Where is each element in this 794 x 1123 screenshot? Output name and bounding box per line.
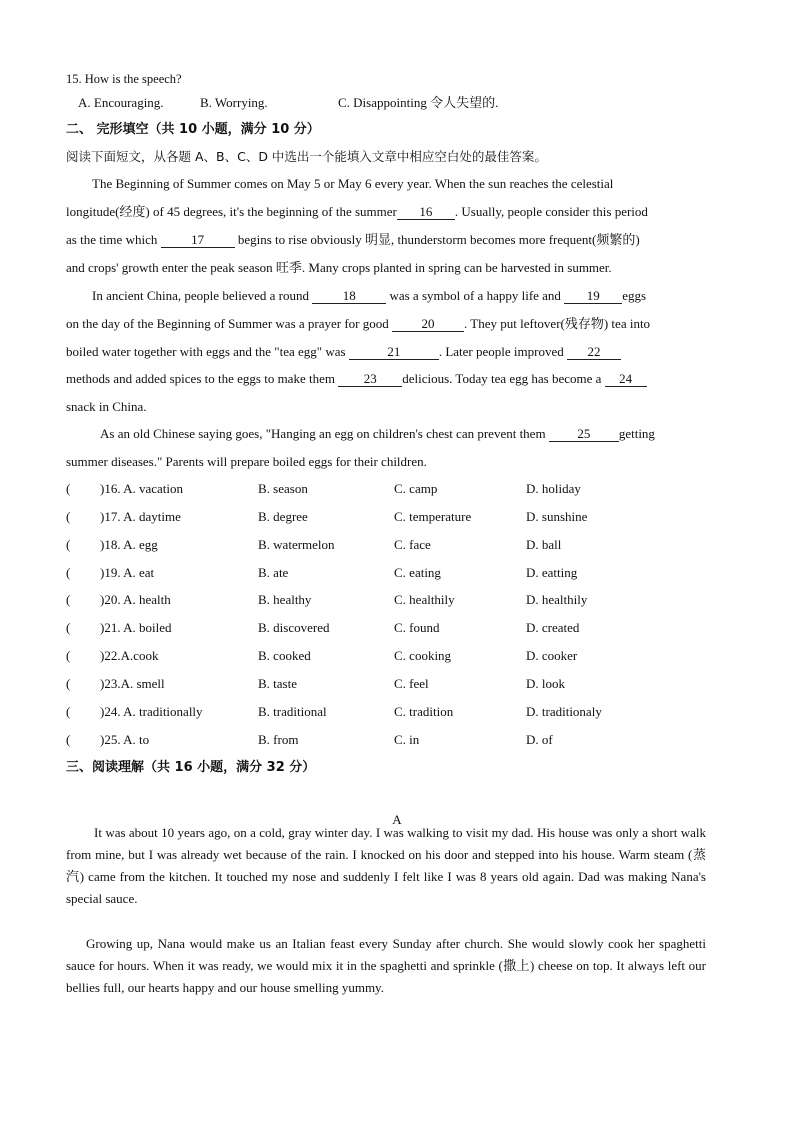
option-d: D. sunshine: [526, 509, 588, 524]
option-row-23: [66, 676, 706, 692]
option-row-18: [66, 537, 706, 553]
blank-20: 20: [392, 317, 464, 332]
option-row-24: [66, 704, 706, 720]
answer-paren[interactable]: (: [66, 648, 71, 663]
option-b: B. watermelon: [258, 537, 335, 552]
answer-paren[interactable]: (: [66, 732, 71, 747]
option-c: C. tradition: [394, 704, 454, 719]
q15-option-c: C. Disappointing 令人失望的.: [338, 95, 499, 110]
option-b: B. season: [258, 481, 308, 496]
option-d: D. of: [526, 732, 553, 747]
option-b: B. traditional: [258, 704, 327, 719]
option-c: C. in: [394, 732, 420, 747]
option-a: )18. A. egg: [100, 537, 158, 552]
answer-paren[interactable]: (: [66, 565, 71, 580]
blank-24: 24: [605, 372, 647, 387]
cloze-line-2: longitude(经度) of 45 degrees, it's the beginning of the summer 16 . Usually, people consider this period: [66, 204, 648, 219]
option-d: D. eatting: [526, 565, 578, 580]
option-a: )21. A. boiled: [100, 620, 172, 635]
option-b: B. cooked: [258, 648, 311, 663]
option-row-22: [66, 648, 706, 664]
option-c: C. temperature: [394, 509, 472, 524]
option-b: B. ate: [258, 565, 289, 580]
option-a: )24. A. traditionally: [100, 704, 203, 719]
option-b: B. healthy: [258, 592, 312, 607]
option-a: )23.A. smell: [100, 676, 165, 691]
answer-paren[interactable]: (: [66, 537, 71, 552]
answer-paren[interactable]: (: [66, 592, 71, 607]
option-c: C. feel: [394, 676, 429, 691]
cloze-line-5: In ancient China, people believed a round 18 was a symbol of a happy life and 19 eggs: [92, 288, 647, 303]
answer-paren[interactable]: (: [66, 620, 71, 635]
option-d: D. look: [526, 676, 565, 691]
answer-paren[interactable]: (: [66, 704, 71, 719]
option-d: D. traditionaly: [526, 704, 602, 719]
section-2-instruction: 阅读下面短文，从各题 A、B、C、D 中选出一个能填入文章中相应空白处的最佳答案。: [66, 149, 547, 164]
option-a: )19. A. eat: [100, 565, 155, 580]
blank-16: 16: [397, 205, 455, 220]
option-c: C. cooking: [394, 648, 452, 663]
cloze-line-1: The Beginning of Summer comes on May 5 or May 6 every year. When the sun reaches the celestial: [92, 176, 614, 191]
option-d: D. healthily: [526, 592, 588, 607]
option-c: C. found: [394, 620, 440, 635]
answer-paren[interactable]: (: [66, 481, 71, 496]
answer-paren[interactable]: (: [66, 676, 71, 691]
option-d: D. cooker: [526, 648, 578, 663]
cloze-line-3: as the time which 17 begins to rise obviously 明显, thunderstorm becomes more frequent(频繁的): [66, 232, 640, 247]
blank-23: 23: [338, 372, 402, 387]
section-3-heading: 三、阅读理解（共 16 小题，满分 32 分）: [66, 760, 316, 775]
cloze-line-4: and crops' growth enter the peak season 旺季. Many crops planted in spring can be harvested in summer.: [66, 260, 612, 275]
cloze-line-8: methods and added spices to the eggs to make them 23 delicious. Today tea egg has become a 24: [66, 371, 647, 387]
option-row-16: [66, 481, 706, 497]
option-b: B. taste: [258, 676, 297, 691]
cloze-line-9: snack in China.: [66, 399, 147, 414]
option-c: C. healthily: [394, 592, 455, 607]
option-c: C. eating: [394, 565, 441, 580]
option-b: B. discovered: [258, 620, 330, 635]
answer-paren[interactable]: (: [66, 509, 71, 524]
cloze-line-11: summer diseases." Parents will prepare boiled eggs for their children.: [66, 454, 427, 469]
option-a: )22.A.cook: [100, 648, 159, 663]
passage-paragraph-1: It was about 10 years ago, on a cold, gray winter day. I was walking to visit my dad. His house was only a short walk from mine, but I was already wet because of the rain. I knocked on his door and stepped into his house. Warm steam (蒸汽) came from the kitchen. It touched my nose and suddenly I felt like I was 8 years old again. Dad was making Nana's special sauce.: [66, 825, 706, 906]
option-d: D. ball: [526, 537, 562, 552]
blank-25: 25: [549, 427, 619, 442]
blank-19: 19: [564, 289, 622, 304]
option-a: )17. A. daytime: [100, 509, 181, 524]
option-row-25: [66, 732, 706, 748]
option-b: B. from: [258, 732, 299, 747]
option-row-17: [66, 509, 706, 525]
blank-22: 22: [567, 345, 621, 360]
q15-option-b: B. Worrying.: [200, 95, 268, 110]
passage-label: A: [392, 812, 402, 827]
cloze-line-7: boiled water together with eggs and the "tea egg" was 21 . Later people improved 22: [66, 344, 621, 360]
option-c: C. face: [394, 537, 431, 552]
option-d: D. created: [526, 620, 580, 635]
blank-21: 21: [349, 345, 439, 360]
passage-paragraph-2: Growing up, Nana would make us an Italian feast every Sunday after church. She would slowly cook her spaghetti sauce for hours. When it was ready, we would mix it in the spaghetti and sprinkle (撒上) cheese on top. It always left our bellies full, our hearts happy and our house smelling yummy.: [66, 936, 706, 995]
cloze-line-6: on the day of the Beginning of Summer was a prayer for good 20 . They put leftover(残存物) tea into: [66, 316, 651, 331]
cloze-line-10: As an old Chinese saying goes, "Hanging an egg on children's chest can prevent them 25 getting: [100, 426, 655, 441]
question-15: 15. How is the speech?: [66, 72, 182, 86]
option-b: B. degree: [258, 509, 308, 524]
option-row-21: [66, 620, 706, 636]
option-row-19: [66, 565, 706, 581]
option-row-20: [66, 592, 706, 608]
q15-option-a: A. Encouraging.: [78, 95, 164, 110]
blank-18: 18: [312, 289, 386, 304]
option-a: )16. A. vacation: [100, 481, 184, 496]
option-a: )20. A. health: [100, 592, 171, 607]
section-2-heading: 二、 完形填空（共 10 小题，满分 10 分）: [66, 122, 320, 137]
option-c: C. camp: [394, 481, 438, 496]
blank-17: 17: [161, 233, 235, 248]
option-a: )25. A. to: [100, 732, 150, 747]
option-d: D. holiday: [526, 481, 581, 496]
